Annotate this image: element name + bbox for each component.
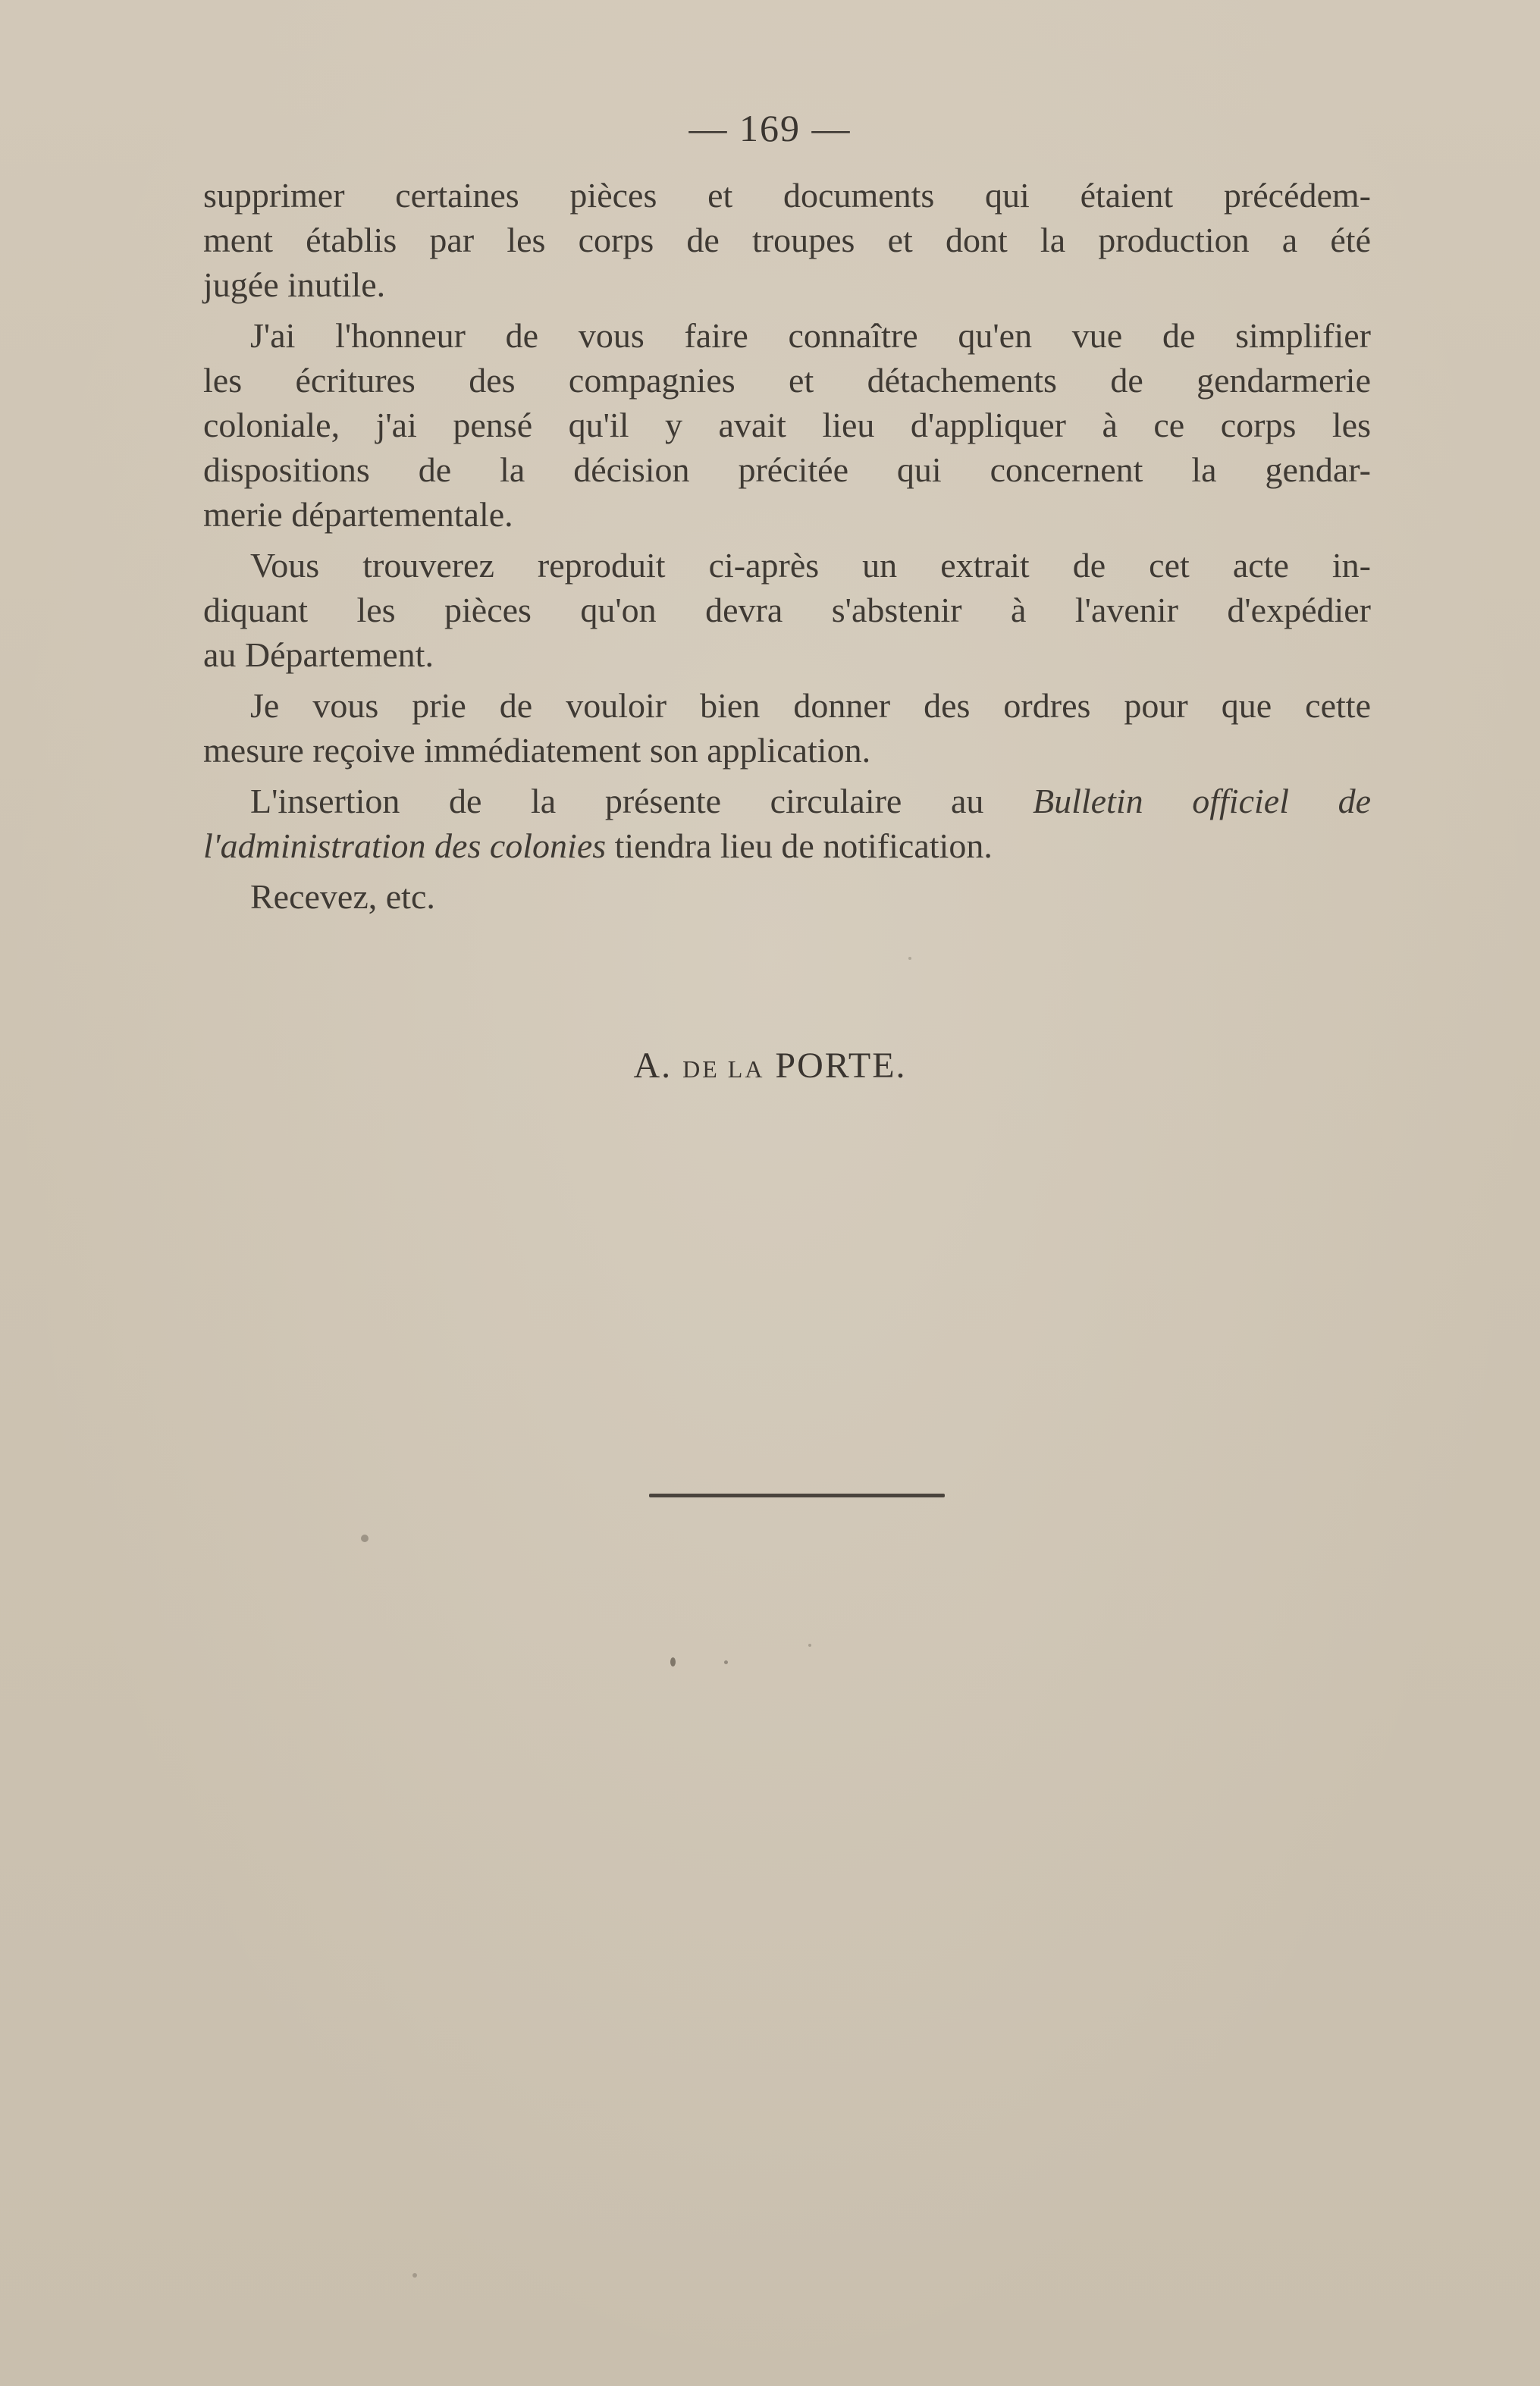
text-segment: tiendra lieu de notification.	[606, 826, 993, 865]
text-line: jugée inutile.	[203, 265, 386, 304]
signature-name: PORTE.	[775, 1046, 907, 1086]
paper-speck	[412, 2273, 417, 2278]
signature-particle: DE LA	[682, 1055, 765, 1083]
text-line: mesure reçoive immédiatement son application.	[203, 731, 871, 770]
text-line: supprimer certaines pièces et documents qui étaient précédem-	[203, 176, 1371, 215]
paragraph-4	[203, 683, 1371, 773]
text-line	[203, 779, 1371, 823]
paragraph-2	[203, 313, 1371, 537]
paragraph-5	[203, 779, 1371, 868]
publication-title: Bulletin officiel de	[1032, 782, 1371, 820]
text-line: diquant les pièces qu'on devra s'abstenir à l'avenir d'expédier	[203, 591, 1371, 629]
text-line: ment établis par les corps de troupes et dont la production a été	[203, 221, 1371, 259]
text-segment: L'insertion de la présente circulaire au	[250, 782, 1033, 820]
text-line: coloniale, j'ai pensé qu'il y avait lieu d'appliquer à ce corps les	[203, 406, 1371, 444]
body-text	[203, 173, 1371, 919]
page-number: — 169 —	[688, 107, 852, 149]
paper-speck	[724, 1660, 728, 1664]
text-line: Recevez, etc.	[250, 877, 435, 916]
paragraph-3	[203, 543, 1371, 677]
paragraph-1	[203, 173, 1371, 307]
text-line: au Département.	[203, 635, 434, 674]
text-line: les écritures des compagnies et détachements de gendarmerie	[203, 361, 1371, 400]
text-line: merie départementale.	[203, 495, 513, 534]
text-line: Vous trouverez reproduit ci-après un extrait de cet acte in-	[250, 546, 1371, 585]
paper-speck	[808, 1644, 811, 1647]
paragraph-6	[203, 874, 1371, 919]
paper-speck	[670, 1657, 676, 1666]
text-line: Je vous prie de vouloir bien donner des ordres pour que cette	[250, 686, 1371, 725]
publication-title: l'administration des colonies	[203, 826, 607, 865]
text-line	[203, 823, 1371, 868]
text-line: J'ai l'honneur de vous faire connaître qu'en vue de simplifier	[250, 316, 1371, 355]
signature-initial: A.	[633, 1046, 673, 1086]
signature	[0, 1045, 1540, 1086]
paper-speck	[361, 1535, 369, 1542]
text-line: dispositions de la décision précitée qui concernent la gendar-	[203, 450, 1371, 489]
paper-speck	[908, 957, 911, 960]
end-rule	[649, 1494, 945, 1497]
